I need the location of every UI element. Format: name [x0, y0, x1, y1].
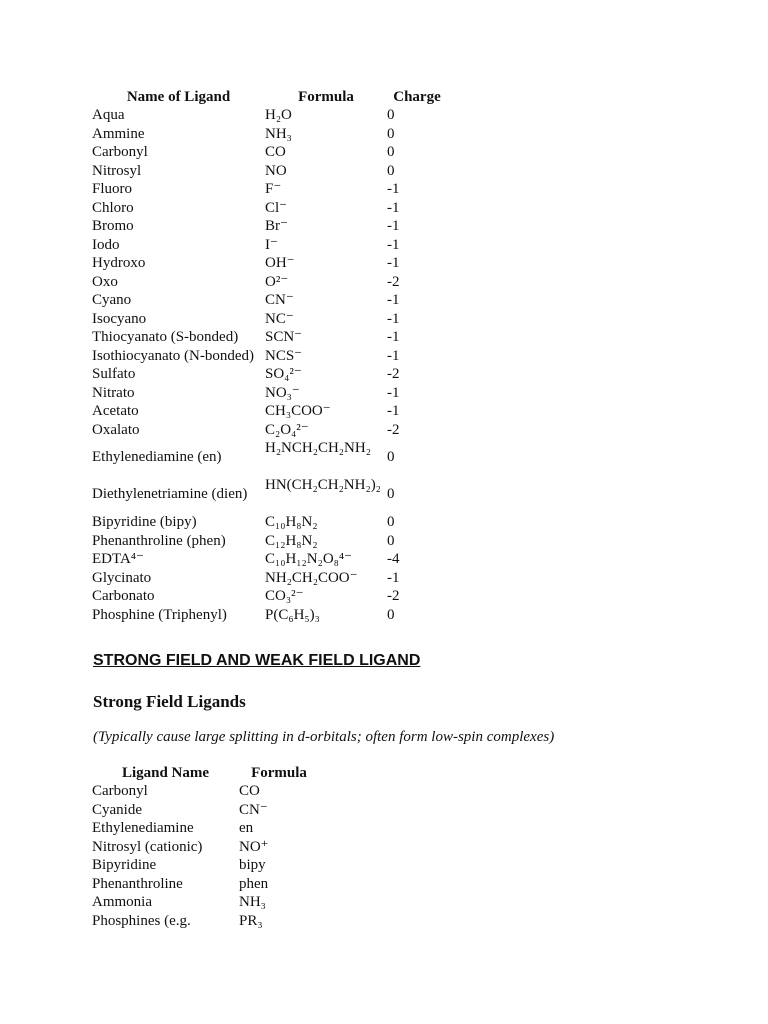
strong-field-table-body: [92, 782, 319, 930]
table-row: [92, 421, 447, 440]
ligand-name-cell: Oxalato: [92, 421, 140, 438]
charge-cell: -2: [387, 421, 400, 438]
formula-cell: Br⁻: [265, 218, 288, 234]
formula-cell: NH₃: [239, 894, 266, 910]
formula-cell: OH⁻: [265, 255, 295, 271]
column-header-formula: Formula: [298, 88, 354, 105]
formula-cell: bipy: [239, 857, 266, 873]
formula-cell: phen: [239, 875, 269, 892]
table-row: [92, 569, 447, 588]
formula-cell: NO: [265, 162, 287, 179]
table-row: [92, 273, 447, 292]
formula-cell: HN(CH₂CH₂NH₂)₂: [265, 477, 381, 493]
ligand-name-cell: Aqua: [92, 107, 125, 123]
table-row: [92, 384, 447, 403]
ligand-name-cell: Bipyridine (bipy): [92, 514, 197, 530]
table-row: [92, 180, 447, 199]
strong-field-title: Strong Field Ligands: [93, 692, 246, 711]
table-row: [92, 912, 319, 931]
ligand-name-cell: Thiocyanato (S-bonded): [92, 329, 239, 345]
charge-cell: 0: [387, 107, 395, 123]
formula-cell: CH₃COO⁻: [265, 403, 331, 419]
formula-cell: C₁₀H₈N₂: [265, 514, 318, 530]
charge-cell: 0: [387, 532, 395, 549]
ligand-name-cell: Carbonato: [92, 588, 155, 604]
table-row: [92, 587, 447, 606]
formula-cell: NC⁻: [265, 310, 294, 327]
table-row: [92, 125, 447, 144]
ligand-name-cell: Diethylenetriamine (dien): [92, 486, 248, 503]
ligand-name-cell: Phosphine (Triphenyl): [92, 606, 227, 623]
table-row: [92, 106, 447, 125]
table-row: [92, 513, 447, 532]
ligand-name-cell: Bipyridine: [92, 857, 157, 873]
ligand-name-cell: Glycinato: [92, 569, 152, 586]
table-row: [92, 291, 447, 310]
ligand-name-cell: Oxo: [92, 273, 118, 290]
column-header-name: Name of Ligand: [126, 88, 231, 105]
charge-cell: 0: [387, 162, 395, 179]
table-row: [92, 402, 447, 421]
charge-cell: -4: [387, 551, 400, 567]
table-row: [92, 254, 447, 273]
formula-cell: C₂O₄²⁻: [265, 421, 309, 438]
strong-field-note: (Typically cause large splitting in d-orbitals; often form low-spin complexes): [93, 729, 555, 745]
charge-cell: -1: [387, 181, 400, 197]
formula-cell: O²⁻: [265, 273, 289, 290]
charge-cell: -1: [387, 199, 400, 216]
charge-cell: 0: [387, 514, 395, 530]
formula-cell: CO: [239, 783, 260, 799]
table-row: [92, 439, 447, 476]
charge-cell: -1: [387, 329, 400, 345]
ligand-name-cell: Ethylenediamine: [92, 820, 194, 836]
table-row: [92, 347, 447, 366]
charge-cell: -1: [387, 569, 400, 586]
section-heading: STRONG FIELD AND WEAK FIELD LIGAND: [93, 652, 421, 669]
charge-cell: 0: [387, 125, 395, 142]
strong-table-header-row: [92, 763, 319, 782]
ligand-name-cell: Cyanide: [92, 801, 142, 818]
table-row: [92, 328, 447, 347]
table-row: [92, 838, 319, 857]
charge-cell: -1: [387, 384, 400, 401]
charge-cell: -2: [387, 588, 400, 604]
charge-cell: -1: [387, 255, 400, 271]
formula-cell: H₂NCH₂CH₂NH₂: [265, 440, 371, 456]
ligand-name-cell: Isothiocyanato (N-bonded): [92, 347, 255, 364]
ligand-name-cell: Sulfato: [92, 366, 136, 382]
strong-field-table: [92, 763, 319, 930]
table-row: [92, 310, 447, 329]
formula-cell: CN⁻: [239, 801, 268, 818]
ligand-name-cell: Chloro: [92, 199, 134, 216]
ligand-name-cell: Phosphines (e.g.: [92, 912, 191, 929]
table-row: [92, 236, 447, 255]
ligand-name-cell: Carbonyl: [92, 783, 148, 799]
formula-cell: NH₃: [265, 125, 292, 142]
ligand-name-cell: Nitrosyl: [92, 162, 142, 179]
charge-cell: 0: [387, 606, 395, 623]
ligand-name-cell: Phenanthroline (phen): [92, 532, 226, 549]
ligand-name-cell: Ethylenediamine (en): [92, 449, 222, 466]
table-row: [92, 606, 447, 625]
table-row: [92, 143, 447, 162]
formula-cell: H₂O: [265, 107, 292, 123]
ligand-name-cell: Bromo: [92, 218, 134, 234]
ligand-name-cell: Phenanthroline: [92, 875, 183, 892]
formula-cell: P(C₆H₅)₃: [265, 606, 320, 623]
charge-cell: -1: [387, 347, 400, 364]
formula-cell: NH₂CH₂COO⁻: [265, 569, 358, 586]
formula-cell: Cl⁻: [265, 199, 288, 216]
table-row: [92, 856, 319, 875]
charge-cell: -2: [387, 273, 400, 290]
table-row: [92, 199, 447, 218]
table-row: [92, 217, 447, 236]
formula-cell: NO⁺: [239, 838, 269, 855]
ligand-name-cell: Carbonyl: [92, 144, 148, 160]
charge-cell: -1: [387, 236, 400, 253]
ligand-name-cell: Iodo: [92, 236, 120, 253]
ligand-name-cell: Ammine: [92, 125, 145, 142]
formula-cell: SO₄²⁻: [265, 366, 302, 382]
table-row: [92, 532, 447, 551]
ligand-name-cell: EDTA⁴⁻: [92, 551, 144, 567]
charge-cell: -2: [387, 366, 400, 382]
ligand-table-body: [92, 106, 447, 624]
formula-cell: C₁₂H₈N₂: [265, 532, 318, 549]
formula-cell: I⁻: [265, 236, 278, 253]
table-row: [92, 550, 447, 569]
column-header-formula: Formula: [251, 764, 307, 781]
table-row: [92, 782, 319, 801]
table-row: [92, 893, 319, 912]
ligand-name-cell: Acetato: [92, 403, 139, 419]
column-header-ligand-name: Ligand Name: [121, 764, 210, 781]
formula-cell: CO₃²⁻: [265, 588, 304, 604]
formula-cell: SCN⁻: [265, 329, 303, 345]
ligand-name-cell: Nitrosyl (cationic): [92, 838, 203, 855]
ligand-table-header-row: [92, 87, 447, 106]
charge-cell: -1: [387, 310, 400, 327]
charge-cell: 0: [387, 449, 395, 466]
ligand-table: [92, 87, 447, 624]
charge-cell: -1: [387, 403, 400, 419]
table-row: [92, 365, 447, 384]
formula-cell: NCS⁻: [265, 347, 303, 364]
formula-cell: C₁₀H₁₂N₂O₈⁴⁻: [265, 551, 353, 567]
column-header-charge: Charge: [393, 88, 441, 105]
formula-cell: PR₃: [239, 912, 263, 929]
formula-cell: CO: [265, 144, 286, 160]
charge-cell: -1: [387, 218, 400, 234]
formula-cell: CN⁻: [265, 292, 294, 308]
table-row: [92, 476, 447, 513]
ligand-name-cell: Cyano: [92, 292, 132, 308]
table-row: [92, 819, 319, 838]
ligand-name-cell: Ammonia: [92, 894, 152, 910]
formula-cell: en: [239, 820, 254, 836]
table-row: [92, 875, 319, 894]
table-row: [92, 801, 319, 820]
formula-cell: F⁻: [265, 181, 282, 197]
formula-cell: NO₃⁻: [265, 384, 300, 401]
charge-cell: 0: [387, 144, 395, 160]
ligand-name-cell: Nitrato: [92, 384, 135, 401]
table-row: [92, 162, 447, 181]
ligand-name-cell: Fluoro: [92, 181, 133, 197]
ligand-name-cell: Hydroxo: [92, 255, 146, 271]
charge-cell: 0: [387, 486, 395, 503]
ligand-name-cell: Isocyano: [92, 310, 147, 327]
charge-cell: -1: [387, 292, 400, 308]
